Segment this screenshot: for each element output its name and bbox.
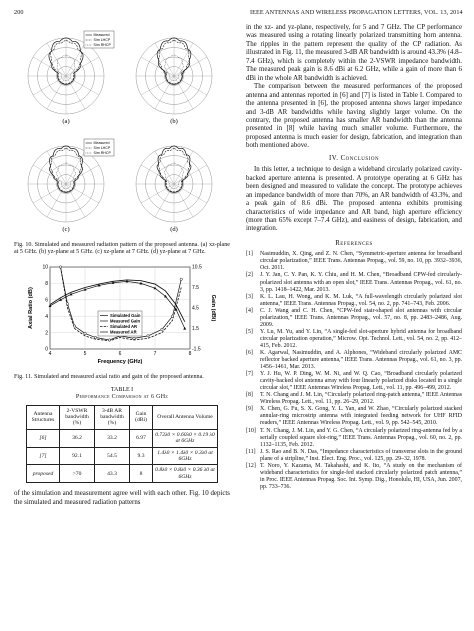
reference-item xyxy=(246,406,462,427)
polar-spoke xyxy=(174,184,207,203)
reference-item xyxy=(246,463,462,491)
reference-item xyxy=(246,449,462,463)
table-cell: 33.2 xyxy=(95,429,130,447)
polar-spoke xyxy=(141,57,174,76)
panel-label: (b) xyxy=(170,118,178,125)
legend-entry: Measured xyxy=(93,141,110,145)
running-header: IEEE ANTENNAS AND WIRELESS PROPAGATION LETTERS, VOL. 13, 2014 xyxy=(250,9,463,16)
table-1-title xyxy=(14,387,230,401)
reference-text: K. L. Lau, H. Wong, and K. M. Luk, “A full-wavelength circularly polarized slot antenna,” IEEE Trans. Antennas Propag., vol. 54, no. 2, pp. 741–743, Feb. 2006. xyxy=(260,293,462,307)
x-tick-label: 7 xyxy=(153,350,157,357)
body-paragraph: in the xz- and yz-plane, respectively, for 5 and 7 GHz. The CP performance was measured using a rotating linearly polarized transmitting horn antenna. The ripples in the pattern represent the quality of the CP radiation. As illustrated in Fig. 11, the measured 3-dB AR bandwidth is around 43.3% (4.8–7.4 GHz), which is completely within the 2-VSWR impedance bandwidth. The measured peak gain is 8.6 dBi at 6.2 GHz, while a gain of more than 6 dBi in the whole AR bandwidth is achieved. xyxy=(246,24,462,82)
y-tick-label: 8 xyxy=(45,280,48,287)
polar-spoke xyxy=(141,76,174,95)
reference-item xyxy=(246,294,462,308)
polar-spoke xyxy=(33,76,66,95)
y-axis-label: Axial Ratio (dB) xyxy=(28,286,34,329)
panel-label: (d) xyxy=(170,226,178,233)
legend-entry: Simulated Gain xyxy=(110,312,141,318)
polar-spoke xyxy=(66,184,85,217)
table-row xyxy=(27,465,218,483)
y2-tick-label: -1.5 xyxy=(192,346,201,353)
x-tick-label: 8 xyxy=(188,350,192,357)
legend-entry: Measured Gain xyxy=(110,318,141,324)
table-cell: 0.72λ0 × 0.60λ0 × 0.19 λ0 at 6GHz xyxy=(153,429,218,447)
table-cell: [6] xyxy=(27,429,60,447)
figure-11-caption: Fig. 11. Simulated and measured axial ratio and gain of the proposed antenna. xyxy=(14,373,204,380)
y-tick-label: 6 xyxy=(45,297,48,304)
reference-number: [4] xyxy=(246,307,253,314)
series-marker xyxy=(147,334,149,336)
legend-entry: Sim RHCP xyxy=(93,43,111,47)
table-cell: 6.97 xyxy=(130,429,153,447)
polar-spoke xyxy=(33,184,66,203)
table-cell: [7] xyxy=(27,447,60,465)
polar-spoke xyxy=(174,184,193,217)
reference-number: [9] xyxy=(246,406,253,413)
polar-spoke xyxy=(174,57,207,76)
y-tick-label: 4 xyxy=(45,313,48,320)
reference-list xyxy=(246,251,462,491)
polar-plot xyxy=(136,146,212,233)
reference-text: X. Chen, G. Fu, S. X. Gong, Y. L. Yan, and W. Zhao, “Circularly polarized stacked annular-ring microstrip antenna with integrated feeding network for UHF RFID readers,” IEEE Antennas Wireless Propag. Lett., vol. 9, pp. 542–545, 2010. xyxy=(260,406,462,427)
reference-number: [6] xyxy=(246,349,253,356)
polar-spoke xyxy=(66,184,99,203)
figure-10-caption: Fig. 10. Simulated and measured radiation pattern of the proposed antenna. (a) xz-plane at 5 GHz. (b) yz-plane at 5 GHz. (c) xz-plane at 7 GHz. (d) yz-plane at 7 GHz. xyxy=(14,242,230,256)
reference-text: T. N. Chang and J. M. Lin, “Circularly polarized ring-patch antenna,” IEEE Antennas Wireless Propag. Lett., vol. 11, pp. 26–29, 2012. xyxy=(260,392,462,406)
table-cell: proposed xyxy=(27,465,60,483)
body-paragraph: of the simulation and measurement agree well with each other. Fig. 10 depicts the simulated and measured radiation patterns xyxy=(14,490,230,506)
reference-item xyxy=(246,329,462,350)
series-marker xyxy=(171,315,173,317)
reference-item xyxy=(246,308,462,329)
figure-10-radiation-patterns xyxy=(14,24,230,240)
polar-spoke xyxy=(174,76,193,109)
table-row xyxy=(27,429,218,447)
panel-label: (c) xyxy=(62,226,70,233)
series-marker xyxy=(94,336,96,338)
table-cell: 92.1 xyxy=(60,447,95,465)
section-heading-references: References xyxy=(335,239,373,247)
reference-text: T. N. Chang, J. M. Lin, and Y. G. Chen, “A circularly polarized ring-antenna fed by a serially coupled square slot-ring,” IEEE Trans. Antennas Propag., vol. 60, no. 2, pp. 1132–1135, Feb. 2012. xyxy=(260,427,462,448)
y-tick-label: 2 xyxy=(45,330,48,337)
comparison-table xyxy=(26,405,218,484)
series-marker xyxy=(108,339,110,341)
reference-item xyxy=(246,251,462,272)
polar-spoke xyxy=(47,184,66,217)
polar-legend xyxy=(84,31,114,48)
y-tick-label: 0 xyxy=(45,346,48,353)
y2-tick-label: 1.5 xyxy=(192,326,199,333)
y-tick-label: 10 xyxy=(42,264,48,271)
reference-number: [1] xyxy=(246,251,253,258)
legend-entry: Simulated AR xyxy=(110,323,138,329)
reference-text: Y. Lu, M. Yu, and Y. Lin, “A single-fed slot-aperture hybrid antenna for broadband circular polarization operation,” Microw. Opt. Technol. Lett., vol. 54, no. 2, pp. 412–415, Feb. 2012. xyxy=(260,328,462,349)
reference-text: Y. J. Hu, W. P. Ding, W. M. Ni, and W. Q. Cao, “Broadband circularly polarized cavity-backed slot antenna array with four linearly polarized disks located in a single circular slot,” IEEE Antennas Wireless Propag. Lett., vol. 11, pp. 496–499, 2012. xyxy=(260,371,462,392)
table-header-cell: 2-VSWR bandwidth (%) xyxy=(60,405,95,429)
legend-entry: Measured xyxy=(93,33,110,37)
table-header-row xyxy=(27,405,218,429)
figure-11-chart xyxy=(24,261,220,371)
polar-spoke xyxy=(174,151,193,184)
reference-item xyxy=(246,350,462,371)
legend-entry: Sim LHCP xyxy=(93,38,111,42)
table-cell: >70 xyxy=(60,465,95,483)
reference-item xyxy=(246,272,462,293)
reference-text: K. Agarwal, Nasimuddin, and A. Alphones, “Wideband circularly polarized AMC reflector backed aperture antenna,” IEEE Trans. Antennas Propag., vol. 61, no. 3, pp. 1456–1461, Mar. 2013. xyxy=(260,349,462,371)
polar-spoke xyxy=(66,76,85,109)
series-marker xyxy=(133,337,135,339)
series-marker xyxy=(73,325,75,327)
polar-plot xyxy=(28,38,104,125)
reference-number: [8] xyxy=(246,392,253,399)
x-tick-label: 6 xyxy=(118,350,122,357)
table-row xyxy=(27,447,218,465)
table-cell: 36.2 xyxy=(60,429,95,447)
page-number: 200 xyxy=(14,9,24,16)
polar-legend xyxy=(84,139,114,156)
legend-entry: Sim LHCP xyxy=(93,146,111,150)
table-cell: 9.3 xyxy=(130,447,153,465)
polar-plot xyxy=(28,146,104,233)
y2-tick-label: 7.5 xyxy=(192,285,199,292)
panel-label: (a) xyxy=(62,118,70,125)
polar-spoke xyxy=(66,76,99,95)
reference-text: Nasimuddin, X. Qing, and Z. N. Chen, “Symmetric-aperture antenna for broadband circular polarization,” IEEE Trans. Antennas Propag., vol. 59, no. 10, pp. 3932–3936, Oct. 2011. xyxy=(260,251,462,272)
series-marker xyxy=(180,278,182,280)
y2-tick-label: 10.5 xyxy=(192,264,202,271)
table-cell: 0.8λ0 × 0.8λ0 × 0.36 λ0 at 6GHz xyxy=(153,465,218,483)
reference-text: C. J. Wang and C. H. Chen, “CPW-fed stair-shaped slot antennas with circular polarization,” IEEE Trans. Antennas Propag., vol. 57, no. 8, pp. 2483–2486, Aug. 2009. xyxy=(260,307,462,328)
body-paragraph: The comparison between the measured performances of the proposed antenna and antennas reported in [6] and [7] is listed in Table I. Compared to the antenna presented in [6], the proposed antenna shows larger impedance and 3-dB AR bandwidths while having slightly larger volume. On the contrary, the proposed antenna has smaller AR bandwidth than the antenna presented in [8] while having much smaller volume. Furthermore, the proposed antenna is much easier for design, fabrication, and integration than both mentioned above. xyxy=(246,83,462,150)
table-1-subtitle: Performance Comparison at 6 GHz xyxy=(75,394,169,401)
polar-spoke xyxy=(141,184,174,203)
legend-entry: Measured AR xyxy=(110,329,137,335)
polar-plot xyxy=(136,38,212,125)
reference-number: [11] xyxy=(246,448,256,455)
y2-axis-label: Gain (dBi) xyxy=(210,294,216,322)
reference-item xyxy=(246,392,462,406)
table-cell: 43.3 xyxy=(95,465,130,483)
reference-number: [7] xyxy=(246,371,253,378)
reference-item xyxy=(246,371,462,392)
polar-spoke xyxy=(155,76,174,109)
table-1-label: TABLE I xyxy=(110,387,134,394)
x-tick-label: 4 xyxy=(48,350,52,357)
table-header-cell: Gain (dBi) xyxy=(130,405,153,429)
section-heading-conclusion: IV. Conclusion xyxy=(328,154,380,162)
x-axis-label: Frequency (GHz) xyxy=(97,358,143,365)
polar-spoke xyxy=(155,151,174,184)
series-marker xyxy=(59,266,61,268)
right-column xyxy=(246,24,462,491)
reference-number: [2] xyxy=(246,272,253,279)
reference-text: T. Noro, Y. Kazama, M. Takahashi, and K. Ito, “A study on the mechanism of wideband characteristics for single-fed stacked circularly polarized patch antenna,” in Proc. IEEE Antennas Propag. Soc. Int. Symp. Dig., Honolulu, HI, USA, Jun. 2007, pp. 733–736. xyxy=(260,462,462,490)
table-cell: 8 xyxy=(130,465,153,483)
x-tick-label: 5 xyxy=(83,350,87,357)
reference-item xyxy=(246,428,462,449)
series-marker xyxy=(84,332,86,334)
series-marker xyxy=(161,328,163,330)
left-column xyxy=(14,24,230,507)
reference-number: [10] xyxy=(246,427,256,434)
polar-spoke xyxy=(174,76,207,95)
y2-tick-label: 4.5 xyxy=(192,305,199,312)
table-header-cell: Overall Antenna Volume xyxy=(153,405,218,429)
reference-text: J. S. Rao and B. N. Das, “Impedance characteristics of transverse slots in the ground plane of a stripline,” Inst. Elect. Eng. Proc., vol. 125, pp. 29–32, 1978. xyxy=(260,448,462,462)
polar-spoke xyxy=(47,76,66,109)
polar-spoke xyxy=(155,184,174,217)
body-paragraph: In this letter, a technique to design a wideband circularly polarized cavity-backed aperture antenna is presented. A prototype operating at 6 GHz has been designed and measured to validate the concept. The prototype achieves an impedance bandwidth of more than 70%, an AR bandwidth of 43.3%, and a peak gain of 8.6 dBi. The proposed antenna exhibits promising characteristics of wide impedance and AR band, high aperture efficiency (more than 65% except 7–7.4 GHz), and easiness of design, fabrication, and integration. xyxy=(246,166,462,233)
legend-entry: Sim RHCP xyxy=(93,151,111,155)
table-header-cell: Antenna Structures xyxy=(27,405,60,429)
series-marker xyxy=(66,303,68,305)
reference-number: [3] xyxy=(246,293,253,300)
reference-number: [12] xyxy=(246,462,256,469)
reference-text: J. Y. Jan, C. Y. Pan, K. Y. Chiu, and H. M. Chen, “Broadband CPW-fed circularly-polarized slot antenna with an open slot,” IEEE Trans. Antennas Propag., vol. 61, no. 3, pp. 1418–1422, Mar. 2013. xyxy=(260,272,462,293)
table-header-cell: 3-dB AR bandwidth (%) xyxy=(95,405,130,429)
table-cell: 1.4λ0 × 1.4λ0 × 0.3λ0 at 6GHz xyxy=(153,447,218,465)
table-cell: 54.5 xyxy=(95,447,130,465)
reference-number: [5] xyxy=(246,328,253,335)
